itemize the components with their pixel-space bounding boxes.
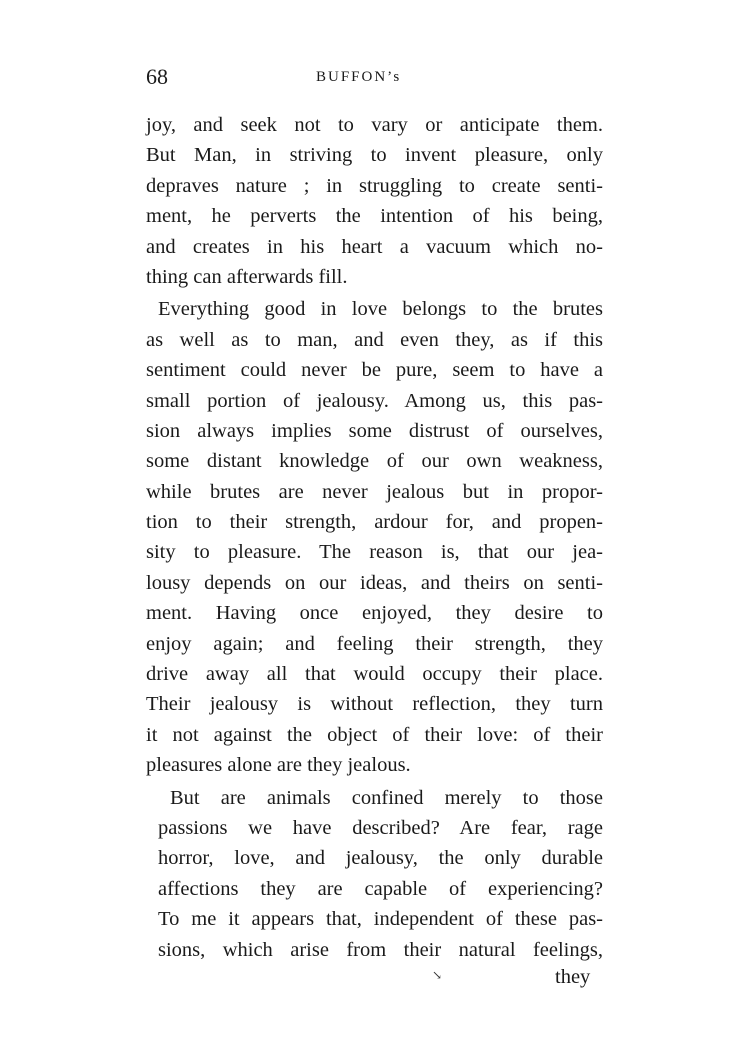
text-line: while brutes are never jealous but in propor- <box>146 480 603 503</box>
text-line: To me it appears that, independent of these pas- <box>158 908 603 931</box>
text-line: ment. Having once enjoyed, they desire to <box>146 602 603 625</box>
text-line: joy, and seek not to vary or anticipate them. <box>146 114 603 136</box>
text-line: drive away all that would occupy their place. <box>146 663 603 686</box>
text-line: pleasures alone are they jealous. <box>146 754 411 777</box>
text-line: But are animals confined merely to those <box>170 786 603 809</box>
text-line: lousy depends on our ideas, and theirs on senti- <box>146 571 603 594</box>
text-line: thing can afterwards fill. <box>146 265 348 288</box>
running-head: BUFFON’s <box>316 69 402 85</box>
text-line: horror, love, and jealousy, the only durable <box>158 847 603 870</box>
text-line: Their jealousy is without reflection, they turn <box>146 693 603 716</box>
text-line: depraves nature ; in struggling to create senti- <box>146 174 603 197</box>
text-line: sentiment could never be pure, seem to have a <box>146 359 603 382</box>
text-line: affections they are capable of experiencing? <box>158 877 603 900</box>
text-line: sity to pleasure. The reason is, that our jea- <box>146 541 603 564</box>
paragraph-2 <box>146 294 603 780</box>
text-line: some distant knowledge of our own weakness, <box>146 450 603 473</box>
ink-speck-mark: ↘ <box>432 968 443 982</box>
text-line: ment, he perverts the intention of his being, <box>146 205 603 228</box>
page-header <box>146 64 606 94</box>
text-line: and creates in his heart a vacuum which no- <box>146 235 603 258</box>
text-line: Everything good in love belongs to the brutes <box>158 298 603 321</box>
text-line: it not against the object of their love: of their <box>146 723 603 746</box>
paragraph-1 <box>146 110 603 292</box>
text-line: sions, which arise from their natural feelings, <box>158 938 603 961</box>
text-line: enjoy again; and feeling their strength, they <box>146 632 603 655</box>
catchword: they <box>555 966 591 988</box>
body-text <box>146 110 603 965</box>
text-line: small portion of jealousy. Among us, this pas- <box>146 389 603 412</box>
text-line: sion always implies some distrust of ourselves, <box>146 419 603 442</box>
page-number: 68 <box>146 64 168 89</box>
text-line: as well as to man, and even they, as if this <box>146 328 603 351</box>
text-line: passions we have described? Are fear, rage <box>158 816 603 839</box>
text-line: tion to their strength, ardour for, and propen- <box>146 511 603 534</box>
text-line: But Man, in striving to invent pleasure, only <box>146 144 603 167</box>
paragraph-3 <box>146 783 603 965</box>
